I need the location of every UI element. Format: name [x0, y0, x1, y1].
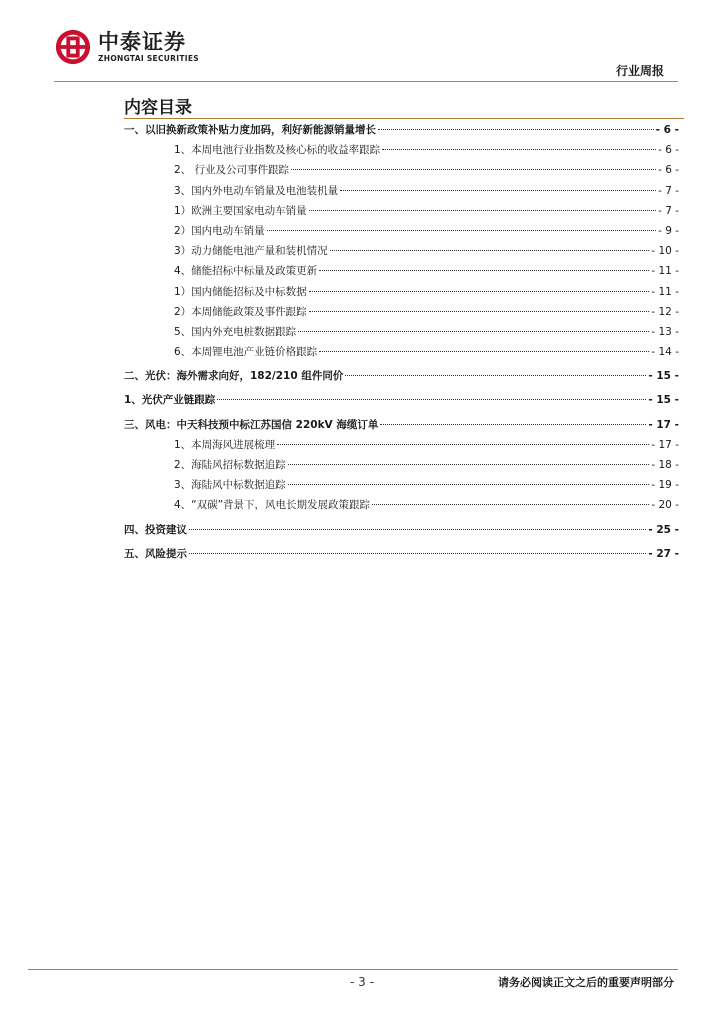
toc-entry-text: 一、以旧换新政策补贴力度加码，利好新能源销量增长 [124, 124, 376, 136]
toc-entry-text: 1、光伏产业链跟踪 [124, 394, 216, 407]
toc-leader-dots [319, 351, 649, 352]
toc-entry[interactable] [124, 522, 679, 542]
toc-entry[interactable] [124, 304, 679, 324]
toc-entry-page: - 17 - [651, 438, 679, 451]
header-divider [54, 81, 678, 82]
toc-entry-text: 2、海陆风招标数据追踪 [174, 459, 286, 471]
toc-entry[interactable] [124, 457, 679, 477]
logo-text-cn: 中泰证券 [98, 30, 186, 54]
toc-entry-text: 1、本周海风进展梳理 [174, 438, 276, 451]
toc-entry-page: - 20 - [651, 499, 679, 512]
logo-text-en: ZHONGTAI SECURITIES [98, 54, 199, 63]
toc-entry-page: - 7 - [658, 184, 679, 197]
toc-leader-dots [372, 504, 649, 505]
toc-leader-dots [319, 270, 649, 271]
toc-entry-text: 3、海陆风中标数据追踪 [174, 479, 286, 492]
toc-entry[interactable] [124, 263, 679, 283]
toc-entry-page: - 12 - [651, 305, 679, 318]
toc-entry[interactable] [124, 284, 679, 304]
toc-leader-dots [217, 399, 646, 400]
toc-entry-page: - 6 - [658, 164, 679, 177]
toc-entry-page: - 9 - [658, 224, 679, 237]
toc-entry-text: 4、“双碳”背景下，风电长期发展政策跟踪 [174, 499, 371, 512]
toc-leader-dots [309, 311, 650, 312]
toc-entry[interactable] [124, 392, 679, 412]
toc-leader-dots [189, 553, 646, 554]
toc-entry-page: - 10 - [651, 245, 679, 258]
toc-entry-text: 四、投资建议 [124, 523, 187, 536]
toc-entry[interactable] [124, 477, 679, 497]
toc-entry-page: - 27 - [648, 547, 679, 560]
toc-entry-text: 2）本周储能政策及事件跟踪 [174, 305, 307, 318]
toc-entry-text: 3）动力储能电池产量和装机情况 [174, 245, 328, 258]
toc-entry-text: 5、国内外充电桩数据跟踪 [174, 325, 297, 338]
toc-leader-dots [288, 464, 650, 465]
toc-entry-page: - 14 - [651, 346, 679, 359]
toc-entry-text: 1、本周电池行业指数及核心标的收益率跟踪 [174, 144, 381, 157]
toc-entry[interactable] [124, 183, 679, 203]
table-of-contents [124, 122, 679, 566]
toc-leader-dots [382, 149, 656, 150]
toc-entry[interactable] [124, 344, 679, 364]
toc-leader-dots [309, 291, 650, 292]
toc-entry[interactable] [124, 324, 679, 344]
toc-entry-page: - 7 - [658, 204, 679, 217]
page-number: - 3 - [350, 975, 374, 989]
toc-leader-dots [291, 169, 656, 170]
toc-entry[interactable] [124, 368, 679, 388]
toc-entry-text: 2、 行业及公司事件跟踪 [174, 164, 290, 177]
toc-entry-page: - 19 - [651, 479, 679, 492]
toc-entry-text: 4、储能招标中标量及政策更新 [174, 265, 318, 278]
toc-title-underline [124, 118, 684, 119]
toc-entry-page: - 11 - [651, 285, 679, 298]
toc-leader-dots [345, 375, 646, 376]
toc-entry-text: 五、风险提示 [124, 547, 187, 560]
toc-entry-page: - 15 - [648, 394, 679, 407]
toc-entry-text: 2）国内电动车销量 [174, 224, 265, 237]
toc-entry[interactable] [124, 437, 679, 457]
toc-entry[interactable] [124, 417, 679, 437]
toc-entry[interactable] [124, 122, 679, 142]
toc-entry[interactable] [124, 162, 679, 182]
toc-entry[interactable] [124, 223, 679, 243]
footer-disclaimer: 请务必阅读正文之后的重要声明部分 [498, 976, 674, 989]
toc-leader-dots [380, 424, 646, 425]
toc-leader-dots [267, 230, 656, 231]
toc-entry[interactable] [124, 546, 679, 566]
toc-entry-page: - 25 - [648, 523, 679, 536]
toc-entry-text: 1）国内储能招标及中标数据 [174, 285, 307, 298]
toc-leader-dots [288, 484, 650, 485]
toc-leader-dots [378, 129, 654, 130]
toc-entry-text: 6、本周锂电池产业链价格跟踪 [174, 346, 318, 359]
company-logo [54, 28, 199, 66]
toc-entry-text: 三、风电：中天科技预中标江苏国信 220kV 海缆订单 [124, 418, 379, 431]
toc-entry-page: - 11 - [651, 265, 679, 278]
toc-leader-dots [277, 444, 649, 445]
toc-leader-dots [309, 210, 656, 211]
toc-entry-page: - 6 - [655, 124, 679, 136]
toc-leader-dots [189, 529, 646, 530]
toc-entry-page: - 15 - [648, 370, 679, 383]
toc-entry-text: 二、光伏：海外需求向好，182/210 组件同价 [124, 370, 344, 383]
toc-entry-page: - 13 - [651, 325, 679, 338]
report-type-label: 行业周报 [615, 64, 664, 78]
toc-entry-page: - 17 - [648, 418, 679, 431]
toc-entry[interactable] [124, 203, 679, 223]
toc-entry[interactable] [124, 497, 679, 517]
toc-leader-dots [298, 331, 649, 332]
toc-title: 内容目录 [124, 98, 192, 118]
toc-entry[interactable] [124, 243, 679, 263]
zhongtai-logo-icon [54, 28, 92, 66]
toc-leader-dots [340, 190, 656, 191]
footer-divider [28, 969, 678, 970]
toc-entry-page: - 6 - [658, 144, 679, 157]
toc-entry[interactable] [124, 142, 679, 162]
toc-entry-text: 1）欧洲主要国家电动车销量 [174, 204, 307, 217]
toc-entry-page: - 18 - [651, 459, 679, 471]
toc-entry-text: 3、国内外电动车销量及电池装机量 [174, 184, 339, 197]
toc-leader-dots [330, 250, 650, 251]
